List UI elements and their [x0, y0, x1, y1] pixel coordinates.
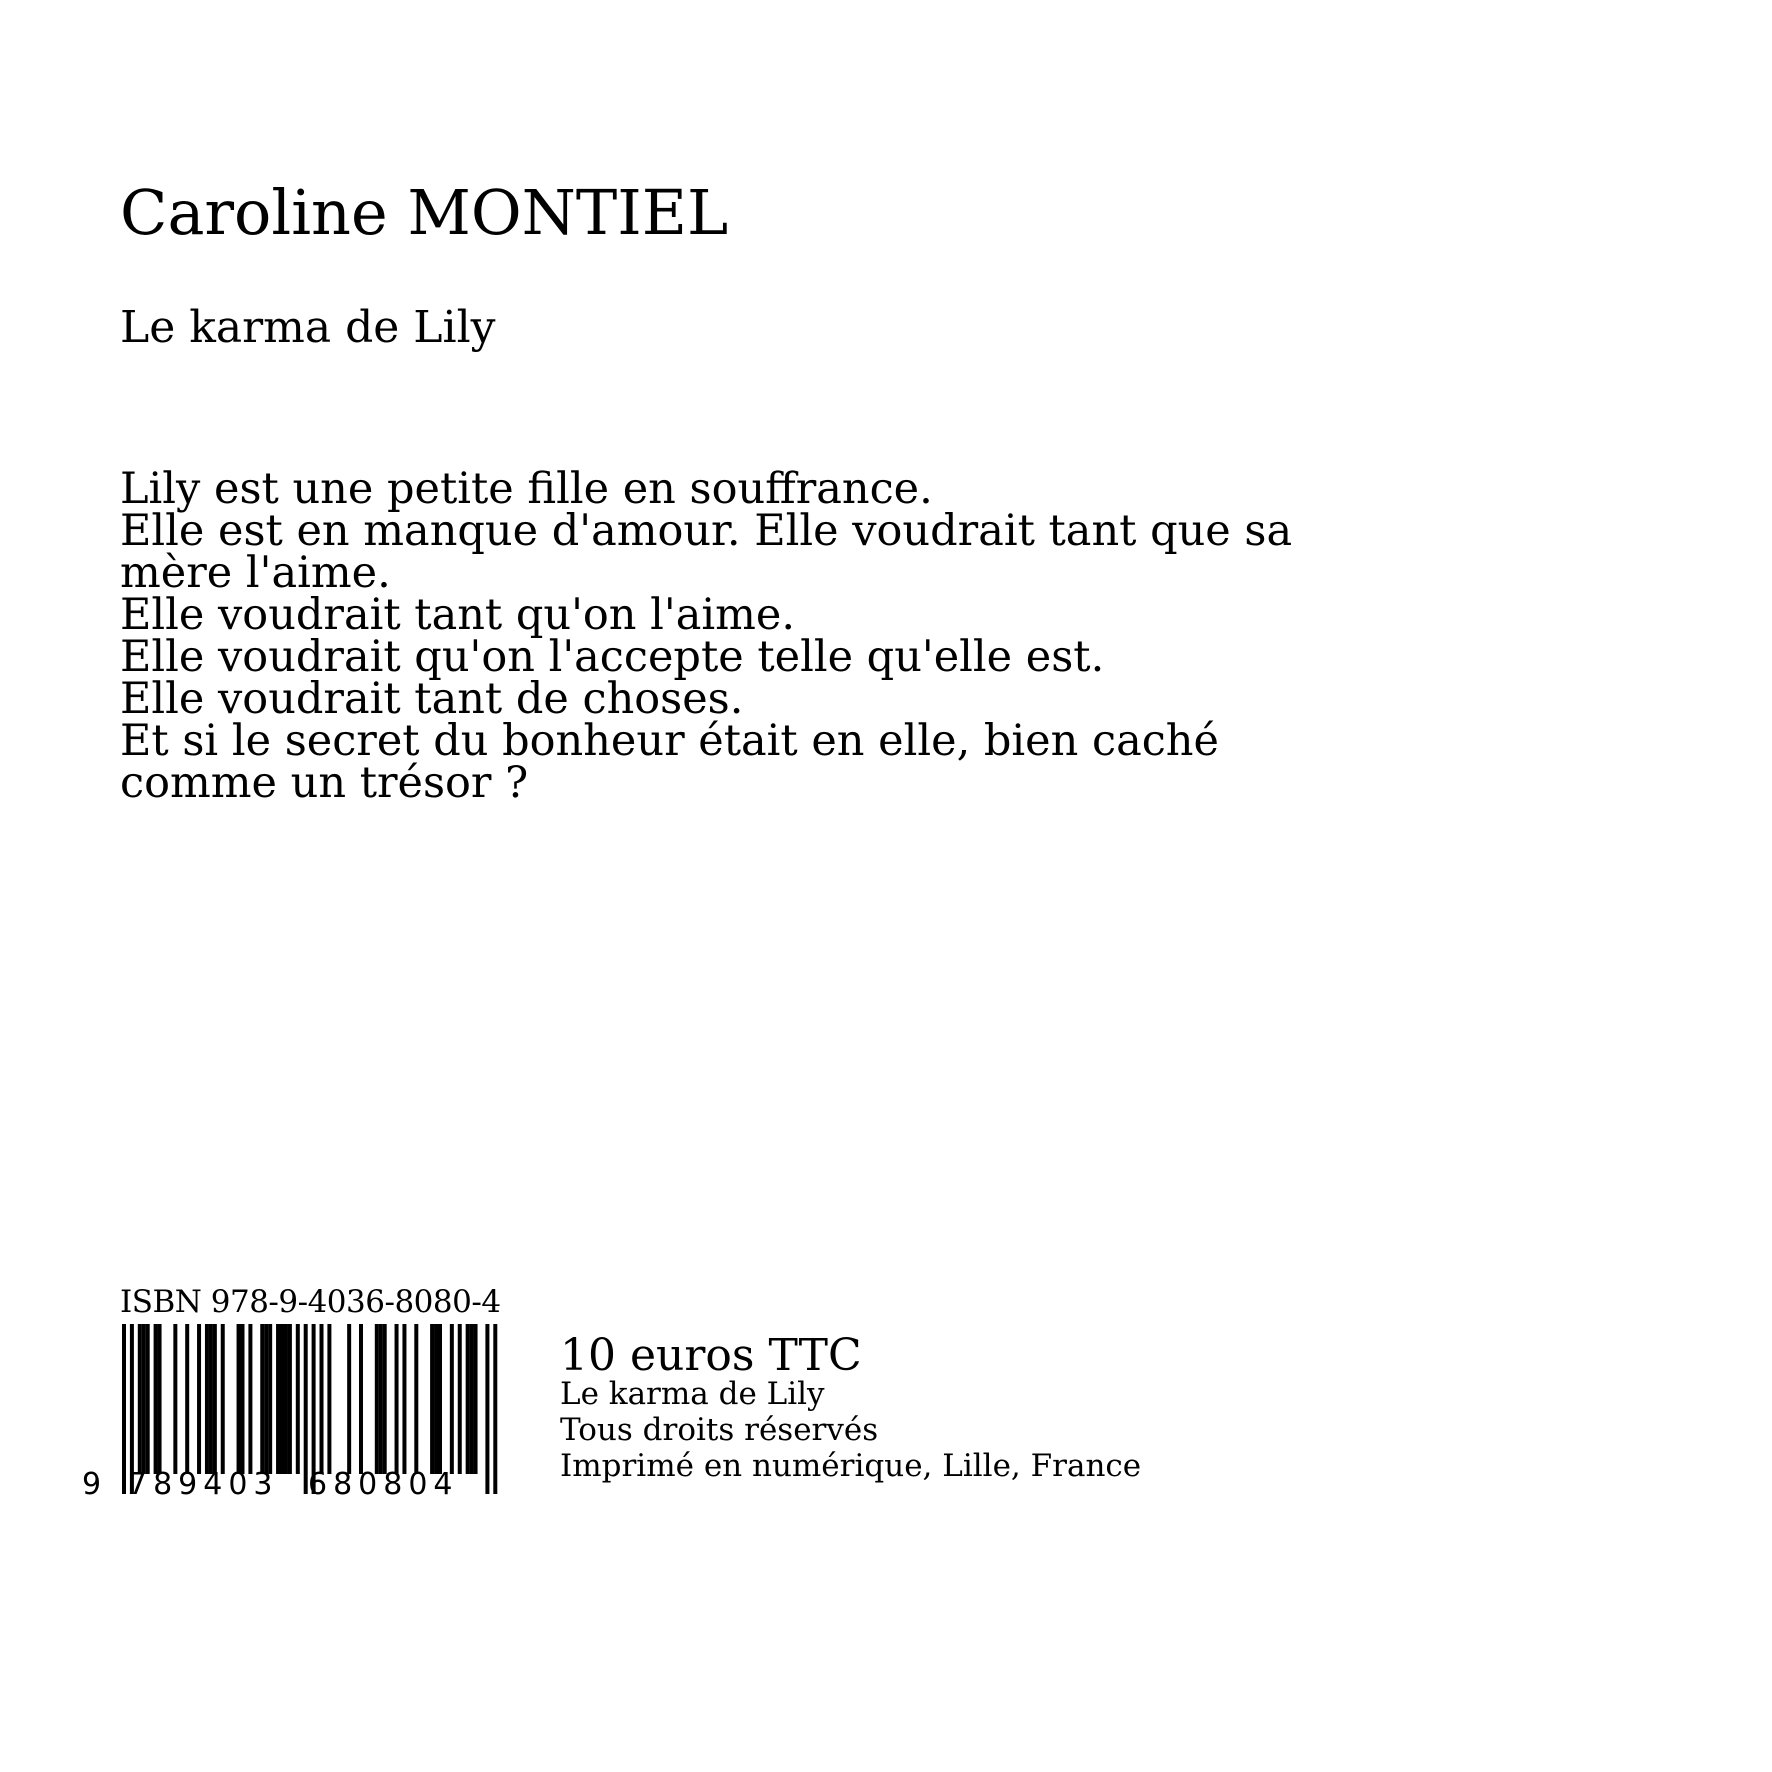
- barcode-bar: [248, 1324, 252, 1474]
- price: 10 euros TTC: [560, 1330, 862, 1381]
- barcode-bar: [466, 1324, 470, 1474]
- barcode-bar: [268, 1324, 272, 1474]
- barcode-digit-first: 9: [82, 1467, 108, 1502]
- barcode-bar: [383, 1324, 387, 1474]
- barcode-bar: [284, 1324, 288, 1474]
- barcode-bar: [430, 1324, 434, 1474]
- barcode-bar: [173, 1324, 177, 1474]
- barcode-bar: [474, 1324, 478, 1474]
- barcode-bar: [221, 1324, 225, 1474]
- barcode-bar: [146, 1324, 150, 1474]
- barcode-bar: [434, 1324, 438, 1474]
- barcode-bar: [209, 1324, 213, 1474]
- barcode-bar: [280, 1324, 284, 1474]
- barcode-bar: [375, 1324, 379, 1474]
- barcode-bar: [470, 1324, 474, 1474]
- barcode-bar: [154, 1324, 158, 1474]
- barcode-bar: [185, 1324, 189, 1474]
- imprint-title: Le karma de Lily: [560, 1376, 825, 1412]
- imprint-info: [560, 1376, 1141, 1484]
- barcode: [78, 1324, 498, 1514]
- author-name: Caroline MONTIEL: [120, 176, 729, 249]
- blurb-line: Elle voudrait tant de choses.: [120, 674, 744, 724]
- barcode-bar: [264, 1324, 268, 1474]
- barcode-bar: [320, 1324, 324, 1474]
- barcode-bar: [213, 1324, 217, 1474]
- barcode-bar: [438, 1324, 442, 1474]
- isbn-label: ISBN 978-9-4036-8080-4: [120, 1284, 501, 1320]
- barcode-bar: [379, 1324, 383, 1474]
- blurb-line: Et si le secret du bonheur était en elle, bien caché: [120, 716, 1219, 766]
- imprint-printer: Imprimé en numérique, Lille, France: [560, 1448, 1142, 1484]
- blurb-line: mère l'aime.: [120, 548, 391, 598]
- barcode-bar: [402, 1324, 406, 1474]
- barcode-bar: [395, 1324, 399, 1474]
- barcode-bar: [288, 1324, 292, 1474]
- book-title: Le karma de Lily: [120, 302, 496, 353]
- barcode-digits-left: 789403: [128, 1467, 279, 1502]
- barcode-bar: [241, 1324, 245, 1474]
- blurb-line: comme un trésor ?: [120, 758, 529, 808]
- barcode-bar: [414, 1324, 418, 1474]
- blurb-line: Elle voudrait tant qu'on l'aime.: [120, 590, 796, 640]
- barcode-bar: [205, 1324, 209, 1474]
- barcode-bar: [197, 1324, 201, 1474]
- barcode-bar: [296, 1324, 300, 1474]
- barcode-digits: [78, 1467, 498, 1507]
- barcode-bar: [138, 1324, 142, 1474]
- barcode-bar: [450, 1324, 454, 1474]
- barcode-bar: [158, 1324, 162, 1474]
- barcode-bar: [237, 1324, 241, 1474]
- blurb-text: [120, 464, 1400, 808]
- barcode-bar: [347, 1324, 351, 1474]
- barcode-bar: [276, 1324, 280, 1474]
- blurb-line: Lily est une petite fille en souffrance.: [120, 464, 933, 514]
- barcode-digits-right: 680804: [308, 1467, 459, 1502]
- blurb-line: Elle voudrait qu'on l'accepte telle qu'elle est.: [120, 632, 1105, 682]
- barcode-bar: [458, 1324, 462, 1474]
- barcode-bar: [260, 1324, 264, 1474]
- imprint-rights: Tous droits réservés: [560, 1412, 879, 1448]
- blurb-line: Elle est en manque d'amour. Elle voudrait tant que sa: [120, 506, 1293, 556]
- barcode-bar: [142, 1324, 146, 1474]
- barcode-bar: [327, 1324, 331, 1474]
- barcode-bar: [359, 1324, 363, 1474]
